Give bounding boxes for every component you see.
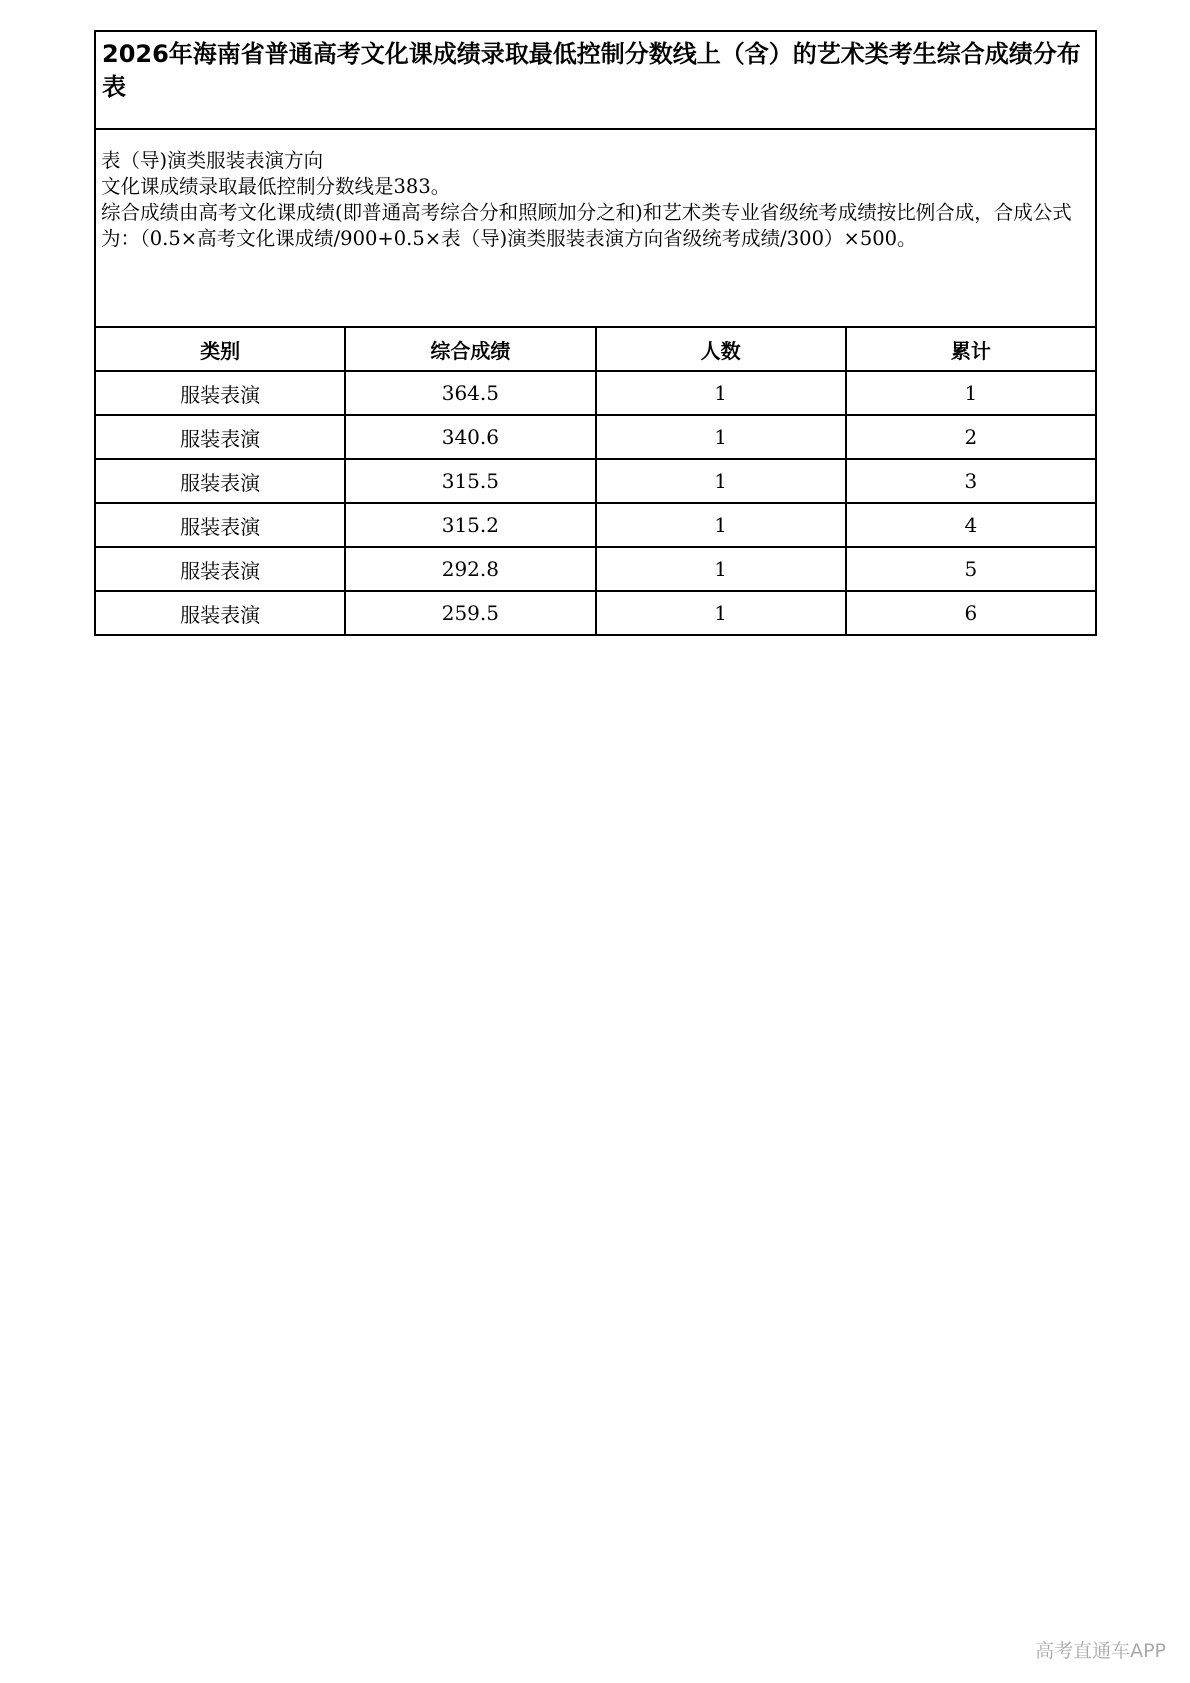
note-cutoff: 文化课成绩录取最低控制分数线是383。 — [101, 175, 451, 198]
column-header-score: 综合成绩 — [345, 327, 595, 371]
note-formula: 综合成绩由高考文化课成绩(即普通高考综合分和照顾加分之和)和艺术类专业省级统考成绩按比例合成，合成公式为：（0.5×高考文化课成绩/900+0.5×表（导)演类服装表演方向省级统考成绩/300）×500。 — [101, 201, 1072, 250]
cell-cumulative: 3 — [846, 459, 1096, 503]
cell-cumulative: 5 — [846, 547, 1096, 591]
column-header-cumulative: 累计 — [846, 327, 1096, 371]
cell-count: 1 — [596, 547, 846, 591]
cell-score: 315.2 — [345, 503, 595, 547]
cell-cumulative: 2 — [846, 415, 1096, 459]
cell-score: 259.5 — [345, 591, 595, 635]
cell-category: 服装表演 — [95, 371, 345, 415]
cell-score: 315.5 — [345, 459, 595, 503]
cell-category: 服装表演 — [95, 459, 345, 503]
table-row — [95, 591, 1096, 635]
cell-count: 1 — [596, 415, 846, 459]
cell-category: 服装表演 — [95, 591, 345, 635]
header-row — [95, 327, 1096, 371]
score-distribution-table — [94, 30, 1097, 636]
cell-count: 1 — [596, 371, 846, 415]
notes-row — [95, 129, 1096, 327]
title-row — [95, 31, 1096, 129]
table-row — [95, 547, 1096, 591]
cell-cumulative: 6 — [846, 591, 1096, 635]
cell-category: 服装表演 — [95, 503, 345, 547]
column-header-category: 类别 — [95, 327, 345, 371]
cell-count: 1 — [596, 503, 846, 547]
cell-count: 1 — [596, 459, 846, 503]
table-title: 2026年海南省普通高考文化课成绩录取最低控制分数线上（含）的艺术类考生综合成绩分布表 — [95, 31, 1096, 129]
column-header-count: 人数 — [596, 327, 846, 371]
table-row — [95, 371, 1096, 415]
app-watermark: 高考直通车APP — [1035, 1640, 1166, 1662]
table-row — [95, 459, 1096, 503]
cell-cumulative: 4 — [846, 503, 1096, 547]
cell-category: 服装表演 — [95, 415, 345, 459]
note-category: 表（导)演类服装表演方向 — [101, 149, 324, 172]
table-row — [95, 503, 1096, 547]
table-notes — [95, 129, 1096, 327]
cell-score: 340.6 — [345, 415, 595, 459]
cell-count: 1 — [596, 591, 846, 635]
table-row — [95, 415, 1096, 459]
cell-score: 292.8 — [345, 547, 595, 591]
cell-category: 服装表演 — [95, 547, 345, 591]
cell-score: 364.5 — [345, 371, 595, 415]
cell-cumulative: 1 — [846, 371, 1096, 415]
